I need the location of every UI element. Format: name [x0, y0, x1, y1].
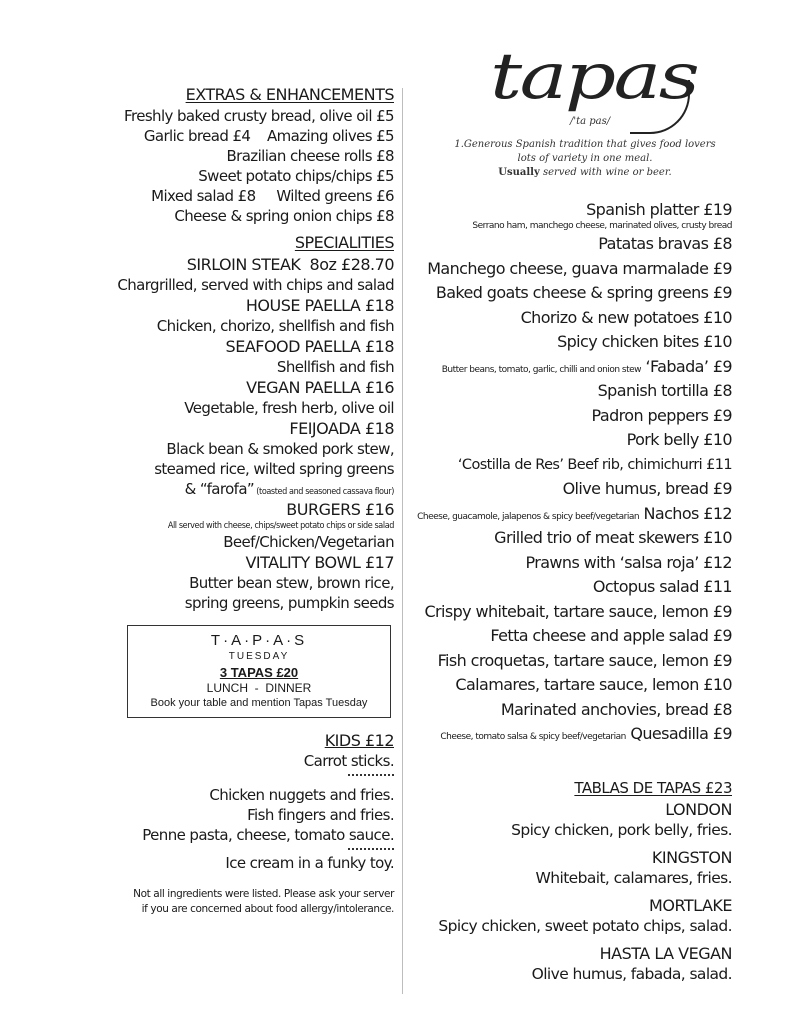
- tapas-item: Grilled trio of meat skewers £10: [494, 528, 732, 547]
- tapas-note: Serrano ham, manchego cheese, marinated olives, crusty bread: [472, 221, 732, 231]
- tablas-section: [412, 777, 732, 985]
- extras-line: Brazilian cheese rolls £8: [226, 147, 394, 165]
- logo-swash-icon: [630, 80, 690, 134]
- tuesday-sub: TUESDAY: [228, 651, 290, 662]
- tapas-item: Calamares, tartare sauce, lemon £10: [455, 675, 732, 694]
- extras-line: Freshly baked crusty bread, olive oil £5: [124, 107, 394, 125]
- extras-line: Garlic bread £4 Amazing olives £5: [143, 127, 394, 145]
- dish-desc: Beef/Chicken/Vegetarian: [223, 533, 394, 551]
- tapas-item: Spicy chicken bites £10: [557, 332, 732, 351]
- dish-desc: Chargrilled, served with chips and salad: [117, 276, 394, 294]
- dish-note: All served with cheese, chips/sweet potato chips or side salad: [167, 521, 394, 531]
- dish-title: SEAFOOD PAELLA £18: [225, 337, 394, 356]
- left-column: [100, 84, 394, 917]
- dish-title: HOUSE PAELLA £18: [245, 296, 394, 315]
- separator-dots: [100, 845, 394, 853]
- tapas-item: Spanish tortilla £8: [597, 381, 732, 400]
- tapas-item: Chorizo & new potatoes £10: [520, 307, 732, 327]
- tapas-item: Fetta cheese and apple salad £9: [490, 626, 732, 645]
- tabla-title: HASTA LA VEGAN: [599, 943, 732, 963]
- tapas-item: Baked goats cheese & spring greens £9: [435, 283, 732, 302]
- tuesday-offer: 3 TAPAS £20: [219, 665, 299, 680]
- tapas-tuesday-box: [127, 625, 391, 718]
- tapas-item: Cheese, guacamole, jalapenos & spicy beef/vegetarian Nachos £12: [417, 503, 732, 523]
- allergy-notice: if you are concerned about food allergy/intolerance.: [141, 903, 394, 915]
- tuesday-times: LUNCH - DINNER: [206, 681, 312, 695]
- tabla-desc: Whitebait, calamares, fries.: [535, 868, 732, 887]
- tapas-item: Cheese, tomato salsa & spicy beef/vegetarian Quesadilla £9: [440, 724, 732, 743]
- tapas-item: Octopus salad £11: [592, 577, 732, 596]
- kids-item: Ice cream in a funky toy.: [225, 854, 394, 872]
- tapas-logo: tapas: [490, 40, 698, 114]
- tapas-item: Crispy whitebait, tartare sauce, lemon £9: [424, 601, 732, 621]
- tuesday-cta: Book your table and mention Tapas Tuesday: [150, 697, 368, 709]
- extras-line: Sweet potato chips/chips £5: [198, 167, 394, 185]
- tapas-item: Butter beans, tomato, garlic, chilli and onion stew ‘Fabada’ £9: [441, 356, 732, 376]
- tapas-item: Marinated anchovies, bread £8: [500, 699, 732, 719]
- column-divider: [402, 88, 403, 994]
- tabla-desc: Olive humus, fabada, salad.: [531, 964, 732, 983]
- tabla-desc: Spicy chicken, sweet potato chips, salad.: [438, 916, 732, 935]
- kids-item: Carrot sticks.: [303, 752, 394, 770]
- tapas-item: Spanish platter £19: [586, 200, 732, 219]
- extras-heading: EXTRAS & ENHANCEMENTS: [185, 85, 394, 104]
- tapas-item: Patatas bravas £8: [598, 234, 732, 253]
- dish-desc: spring greens, pumpkin seeds: [184, 594, 394, 612]
- tapas-item: Pork belly £10: [626, 430, 732, 449]
- dish-title: FEIJOADA £18: [289, 419, 394, 438]
- extras-line: Mixed salad £8 Wilted greens £6: [151, 187, 394, 205]
- tabla-desc: Spicy chicken, pork belly, fries.: [511, 820, 732, 839]
- dish-desc: Chicken, chorizo, shellfish and fish: [156, 317, 394, 335]
- dish-desc: Vegetable, fresh herb, olive oil: [184, 399, 394, 417]
- phonetic: /'ta pas/: [570, 116, 611, 127]
- dish-desc: Shellfish and fish: [276, 358, 394, 376]
- tuesday-title: T·A·P·A·S: [210, 632, 308, 649]
- kids-item: Penne pasta, cheese, tomato sauce.: [142, 826, 394, 844]
- tapas-item: Olive humus, bread £9: [562, 479, 732, 498]
- tapas-item: Manchego cheese, guava marmalade £9: [427, 258, 732, 278]
- tapas-definition: 1.Generous Spanish tradition that gives food lovers lots of variety in one meal. Usually served with wine or beer.: [454, 139, 716, 178]
- tapas-item: Prawns with ‘salsa roja’ £12: [525, 552, 732, 572]
- dish-desc: Black bean & smoked pork stew,: [166, 440, 394, 458]
- kids-item: Fish fingers and fries.: [247, 806, 394, 824]
- tapas-item: ‘Costilla de Res’ Beef rib, chimichurri £11: [457, 456, 732, 473]
- tapas-item: Fish croquetas, tartare sauce, lemon £9: [437, 650, 732, 670]
- dish-title: VITALITY BOWL £17: [245, 553, 394, 572]
- tabla-title: KINGSTON: [651, 847, 732, 867]
- kids-item: Chicken nuggets and fries.: [209, 786, 394, 804]
- specialities-heading: SPECIALITIES: [294, 233, 394, 252]
- kids-heading: KIDS £12: [324, 731, 394, 750]
- dish-desc: & “farofa” (toasted and seasoned cassava flour): [184, 480, 394, 498]
- tabla-title: LONDON: [665, 799, 732, 819]
- tapas-item: Padron peppers £9: [591, 405, 732, 425]
- dish-title: VEGAN PAELLA £16: [246, 378, 394, 397]
- dish-desc: steamed rice, wilted spring greens: [154, 460, 394, 478]
- extras-line: Cheese & spring onion chips £8: [174, 207, 394, 225]
- right-column: [412, 200, 732, 985]
- dish-title: BURGERS £16: [286, 500, 394, 519]
- allergy-notice: Not all ingredients were listed. Please ask your server: [133, 888, 394, 900]
- separator-dots: [100, 771, 394, 779]
- dish-title: SIRLOIN STEAK 8oz £28.70: [186, 255, 394, 274]
- dish-desc: Butter bean stew, brown rice,: [189, 574, 394, 592]
- tabla-title: MORTLAKE: [649, 895, 732, 915]
- tablas-heading: TABLAS DE TAPAS £23: [574, 778, 732, 797]
